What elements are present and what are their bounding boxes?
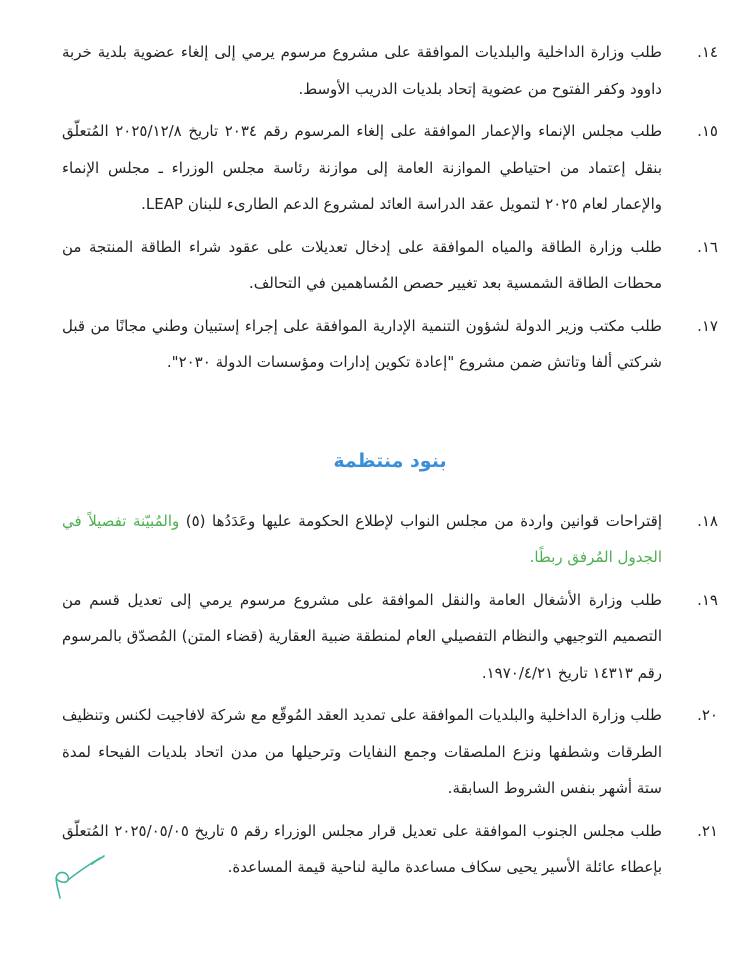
item-text: طلب وزارة الطاقة والمياه الموافقة على إدخال تعديلات على عقود شراء الطاقة المنتجة من محطات الطاقة الشمسية بعد تغيير حصص المُساهمين في التحالف. — [62, 237, 662, 292]
item-text: طلب مكتب وزير الدولة لشؤون التنمية الإدارية الموافقة على إجراء إستبيان وطني مجانًا من قبل شركتي ألفا وتاتش ضمن مشروع "إعادة تكوين إدارات ومؤسسات الدولة ٢٠٣٠". — [62, 316, 662, 371]
item-number: ٢١. — [697, 821, 718, 840]
item-text: طلب مجلس الإنماء والإعمار الموافقة على إلغاء المرسوم رقم ٢٠٣٤ تاريخ ٢٠٢٥/١٢/٨ المُتعلّق بنقل إعتماد من احتياطي الموازنة العامة إلى موازنة رئاسة مجلس الوزراء ـ مجلس الإنماء والإعمار لعام ٢٠٢٥ لتمويل عقد الدراسة العائد لمشروع الدعم الطارىء للبنان LEAP. — [62, 122, 663, 213]
item-highlight-text: والمُبيّنة تفصيلاً في الجدول المُرفق ربطًا. — [62, 511, 662, 566]
item-number: ١٨. — [697, 511, 718, 530]
agenda-item-17 — [62, 308, 718, 381]
item-text: طلب وزارة الأشغال العامة والنقل الموافقة على مشروع مرسوم يرمي إلى تعديل قسم من التصميم التوجيهي والنظام التفصيلي العام لمنطقة ضبية العقارية (قضاء المتن) المُصدّق بالمرسوم رقم ١٤٣١٣ تاريخ ١٩٧٠/٤/٢١. — [62, 590, 662, 682]
item-number: ١٦. — [697, 237, 718, 256]
item-text: طلب مجلس الجنوب الموافقة على تعديل قرار مجلس الوزراء رقم ٥ تاريخ ٢٠٢٥/٠٥/٠٥ المُتعلّق بإعطاء عائلة الأسير يحيى سكاف مساعدة مالية لناحية قيمة المساعدة. — [62, 821, 662, 876]
item-number: ١٤. — [697, 43, 718, 61]
item-text: طلب وزارة الداخلية والبلديات الموافقة على مشروع مرسوم يرمي إلى إلغاء عضوية بلدية خربة داوود وكفر الفتوح من عضوية إتحاد بلديات الدريب الأوسط. — [62, 43, 662, 98]
agenda-item-18 — [62, 503, 718, 576]
agenda-item-15 — [62, 113, 718, 223]
agenda-item-14 — [62, 34, 718, 107]
item-number: ١٥. — [697, 122, 718, 140]
item-number: ٢٠. — [697, 706, 718, 724]
item-text: إقتراحات قوانين واردة من مجلس النواب لإطلاع الحكومة عليها وعَدَدُها (٥) — [179, 511, 663, 530]
item-text: طلب وزارة الداخلية والبلديات الموافقة على تمديد العقد المُوقّع مع شركة لافاجيت لكنس وتنظيف الطرقات وشطفها ونزع الملصقات وجمع النفايات وترحيلها من مدن اتحاد بلديات الفيحاء لمدة ستة أشهر بنفس الشروط السابقة. — [62, 706, 662, 797]
item-number: ١٩. — [697, 590, 718, 609]
agenda-item-16 — [62, 229, 718, 302]
item-number: ١٧. — [697, 316, 718, 335]
agenda-item-21 — [62, 813, 718, 886]
agenda-item-19 — [62, 582, 718, 692]
document-page — [62, 34, 718, 892]
agenda-item-20 — [62, 697, 718, 807]
section-heading: بنود منتظمة — [333, 449, 447, 472]
handwritten-signature — [48, 852, 108, 900]
